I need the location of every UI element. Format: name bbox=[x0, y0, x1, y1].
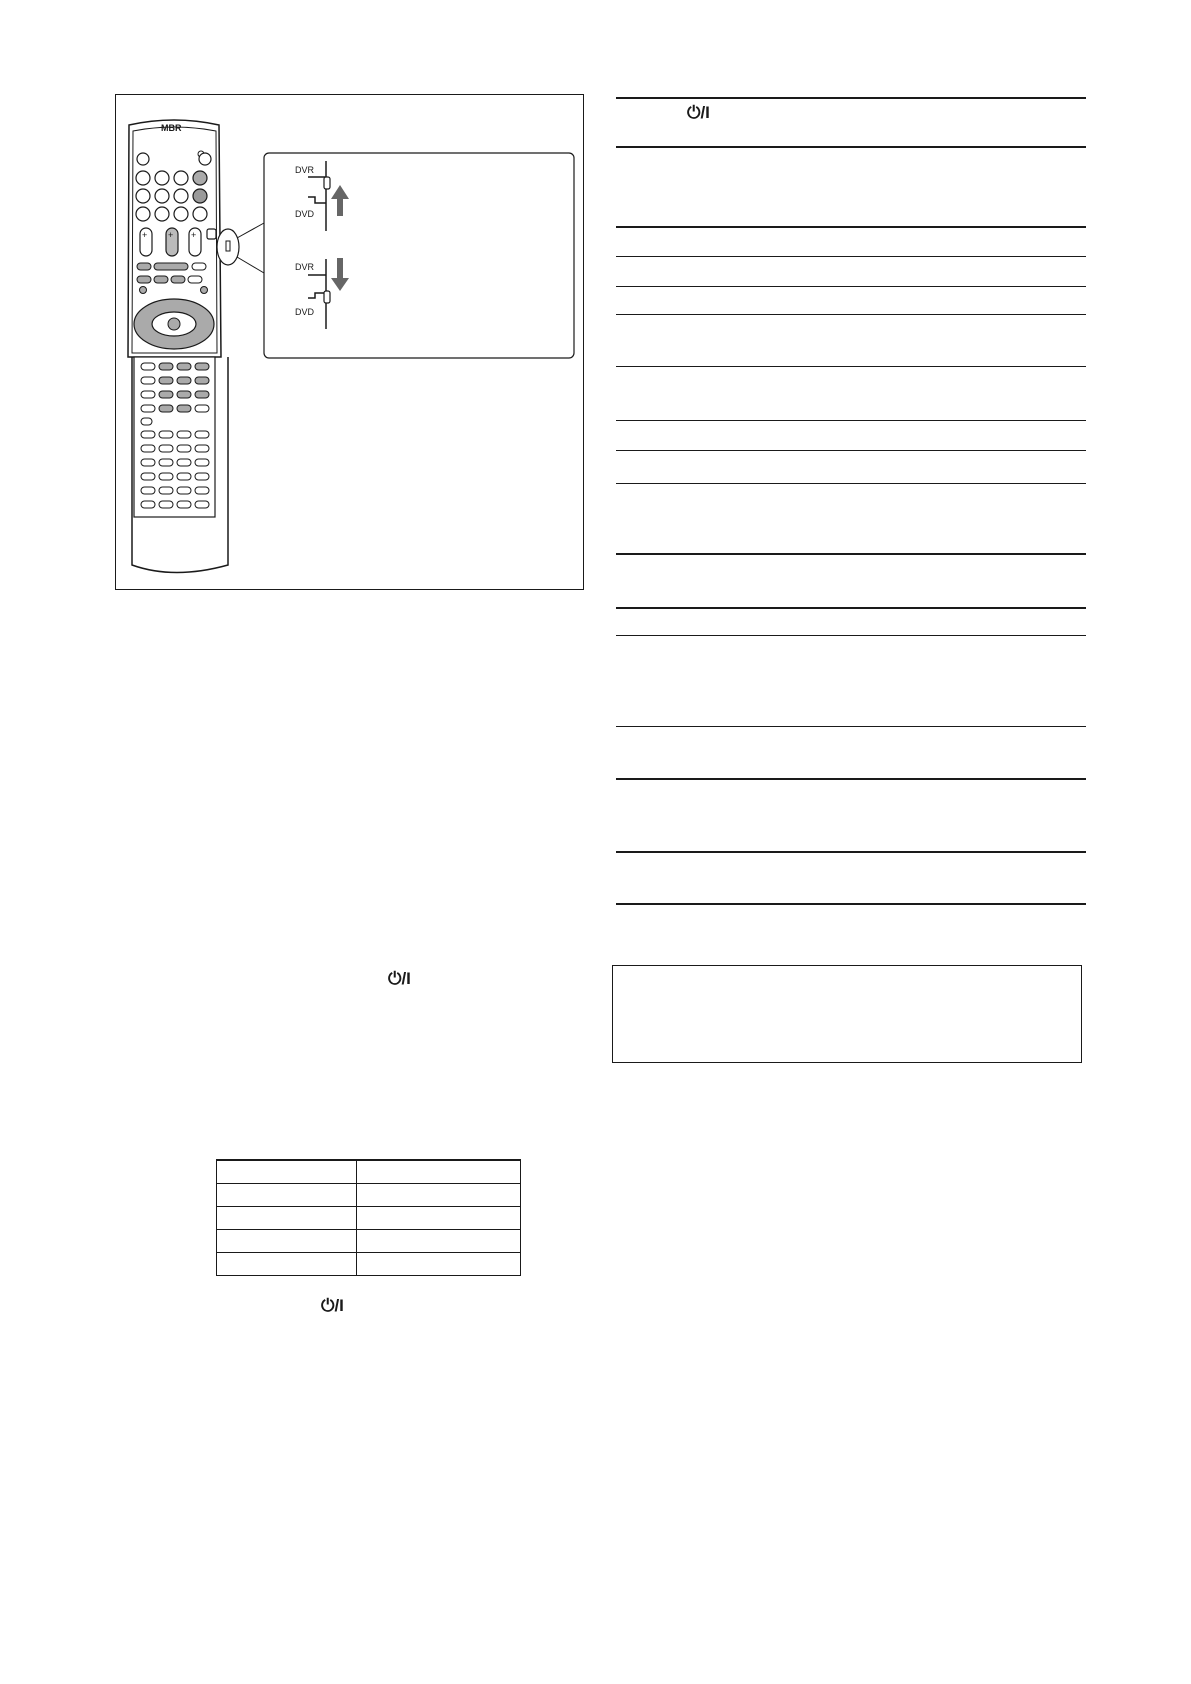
power-icon-header bbox=[687, 103, 710, 123]
table-rule bbox=[616, 483, 1086, 484]
table-row bbox=[217, 1230, 521, 1253]
table-rule bbox=[616, 146, 1086, 148]
table-rule bbox=[616, 778, 1086, 780]
table-rule bbox=[616, 226, 1086, 228]
svg-text:+: + bbox=[142, 230, 148, 240]
table-row bbox=[217, 1253, 521, 1276]
remote-illustration bbox=[116, 95, 585, 591]
table-row bbox=[217, 1184, 521, 1207]
table-cell bbox=[217, 1184, 357, 1207]
table-cell bbox=[356, 1230, 520, 1253]
table-cell bbox=[356, 1253, 520, 1276]
table-rule bbox=[616, 553, 1086, 555]
table-rule bbox=[616, 366, 1086, 367]
svg-text:+: + bbox=[191, 230, 197, 240]
table-rule bbox=[616, 286, 1086, 287]
table-rule bbox=[616, 97, 1086, 99]
power-standby-icon: ⏻/I bbox=[388, 969, 411, 988]
table-rule bbox=[616, 450, 1086, 451]
table-row bbox=[217, 1160, 521, 1184]
switch-label-dvd-bottom: DVD bbox=[295, 307, 315, 317]
remote-illustration-frame bbox=[115, 94, 584, 590]
svg-text:+: + bbox=[168, 230, 174, 240]
table-rule bbox=[616, 314, 1086, 315]
table-cell bbox=[217, 1207, 357, 1230]
code-table bbox=[216, 1159, 521, 1273]
power-icon-inline-1 bbox=[388, 969, 411, 989]
table-cell bbox=[356, 1160, 520, 1184]
table-rule bbox=[616, 903, 1086, 905]
table-cell bbox=[356, 1184, 520, 1207]
power-standby-icon: ⏻/I bbox=[687, 103, 710, 122]
table-rule bbox=[616, 635, 1086, 636]
table-rule bbox=[616, 851, 1086, 853]
power-icon-inline-2 bbox=[321, 1296, 344, 1316]
power-standby-icon: ⏻/I bbox=[321, 1296, 344, 1315]
table-cell bbox=[217, 1253, 357, 1276]
switch-label-dvr-bottom: DVR bbox=[295, 262, 315, 272]
table-cell bbox=[356, 1207, 520, 1230]
note-box bbox=[612, 965, 1082, 1063]
remote-brand-logo: MBR bbox=[161, 123, 182, 133]
switch-label-dvr-top: DVR bbox=[295, 165, 315, 175]
table-rule bbox=[616, 256, 1086, 257]
switch-label-dvd-top: DVD bbox=[295, 209, 315, 219]
table-rule bbox=[616, 607, 1086, 609]
table-cell bbox=[217, 1160, 357, 1184]
table-rule bbox=[616, 420, 1086, 421]
table-rule bbox=[616, 726, 1086, 727]
table-cell bbox=[217, 1230, 357, 1253]
table-row bbox=[217, 1207, 521, 1230]
